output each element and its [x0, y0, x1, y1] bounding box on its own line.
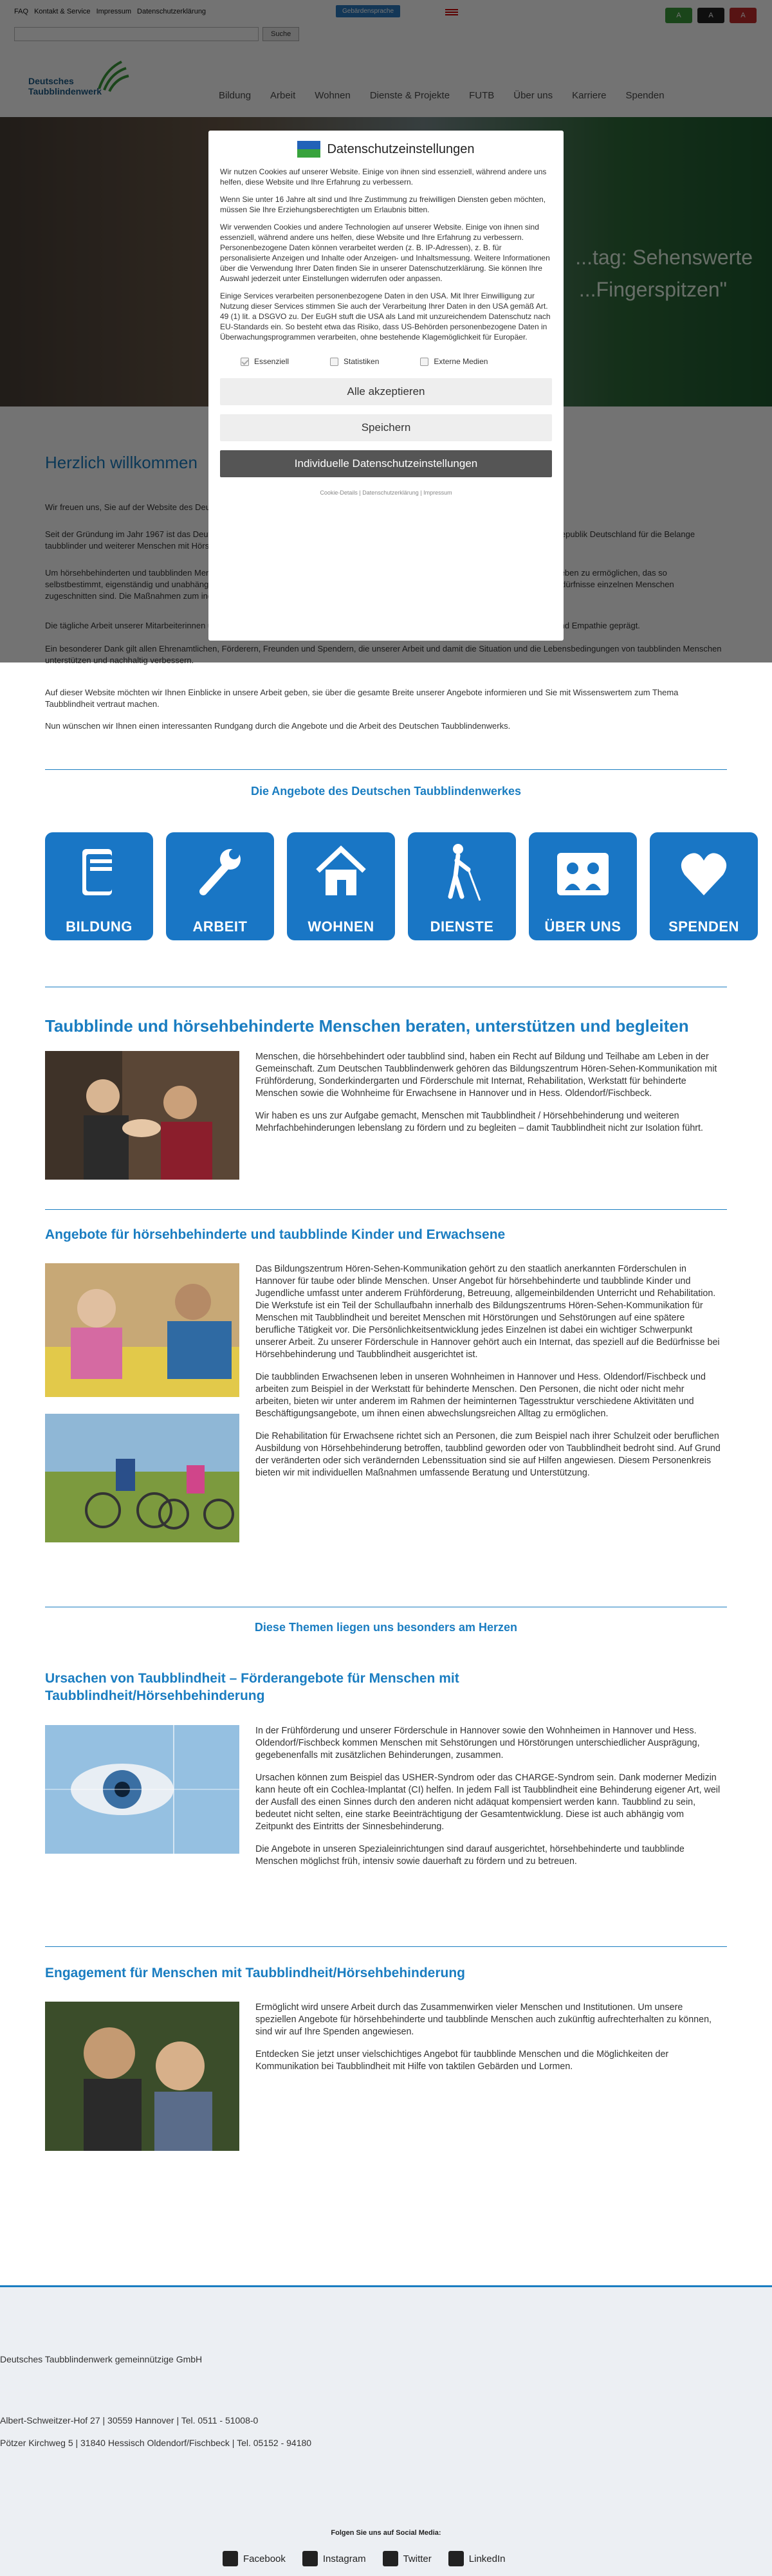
- social-links: [223, 2551, 505, 2566]
- tile-arbeit[interactable]: [166, 832, 274, 940]
- section2-text: [255, 1263, 722, 1490]
- tile-dienste-label: DIENSTE: [430, 918, 494, 935]
- cookie-p1: Wir nutzen Cookies auf unserer Website. Einige von ihnen sind essenziell, während andere uns helfen, diese Website und Ihre Erfahrung zu verbessern.: [220, 167, 547, 187]
- photo-cyclists: [45, 1414, 239, 1542]
- section3-p1: In der Frühförderung und unserer Förderschule in Hannover sowie den Wohnheimen in Hannover und Hess. Oldendorf/Fischbeck kommen Menschen mit Sehstörungen und Hörstörungen unterschiedlicher Ausprägung, gegebenenfalls mit zusätzlichen Behinderungen, zusammen.: [255, 1726, 700, 1760]
- section3-p2: Ursachen können zum Beispiel das USHER-Syndrom oder das CHARGE-Syndrom sein. Dank moderner Medizin kann heute oft ein Cochlea-Implantat (CI) helfen. In jedem Fall ist Taubblindheit eine Behinderung eigener Art, weil der Ausfall des einen Sinnes durch den anderen nicht adäquat kompensiert werden kann. Taubblind zu sein, bedeutet nicht selten, eine starke Beeinträchtigung der Gesamtentwicklung. Diese ist auch abhängig vom Zeitpunkt des Eintritts der Sinnesbehinderung.: [255, 1773, 721, 1832]
- cookie-dialog: [208, 131, 564, 641]
- section1-p2: Wir haben es uns zur Aufgabe gemacht, Menschen mit Taubblindheit / Hörsehbehinderung und weiteren Mehrfachbehinderungen lebenslang zu fördern und zu begleiten – damit Taubblindheit nicht zur Isolation führt.: [255, 1111, 703, 1133]
- linkedin-icon: [448, 2551, 464, 2566]
- photo-sign-language: [45, 1051, 239, 1180]
- house-icon: [315, 840, 367, 904]
- twitter-link[interactable]: [383, 2551, 432, 2566]
- essential-checkbox[interactable]: [241, 358, 249, 366]
- section2-title: Angebote für hörsehbehinderte und taubblinde Kinder und Erwachsene: [45, 1227, 506, 1242]
- book-icon: [73, 840, 125, 904]
- blind-person-icon: [436, 840, 488, 904]
- accept-all-button[interactable]: Alle akzeptieren: [220, 378, 552, 405]
- intro-p6: Auf dieser Website möchten wir Ihnen Einblicke in unsere Arbeit geben, sie über die gesamte Breite unserer Angebote informieren und Sie mit Wissenswertem zum Thema Taubblindheit vertraut machen.: [45, 688, 679, 709]
- footer-follow: Folgen Sie uns auf Social Media:: [331, 2529, 441, 2537]
- section3-p3: Die Angebote in unseren Spezialeinrichtungen sind darauf ausgerichtet, hörsehbehinderte und taubblinde Menschen möglichst früh, intensiv sowie dauerhaft zu fördern und zu betreuen.: [255, 1844, 685, 1867]
- cookie-p3: Wir verwenden Cookies und andere Technologien auf unserer Website. Einige von ihnen sind essenziell, während andere uns helfen, diese Website und Ihre Erfahrung zu verbessern. Personenbezogene Daten können verarbeitet werden (z. B. IP-Adressen), z. B. für personalisierte Anzeigen und Inhalte oder Anzeigen- und Inhaltsmessung. Weitere Informationen über die Verwendung Ihrer Daten finden Sie in unserer Datenschutzerklärung. Sie können Ihre Auswahl jederzeit unter Einstellungen widerrufen oder anpassen.: [220, 223, 550, 283]
- twitter-label: Twitter: [403, 2553, 432, 2564]
- consent-options: [241, 356, 552, 367]
- section4-p1: Ermöglicht wird unsere Arbeit durch das Zusammenwirken vieler Menschen und Institutionen. Um unsere speziellen Angebote für hörsehbehinderte und taubblinde Menschen auch zukünftig aufrechterhalten zu können, sind wir auf Ihre Spenden angewiesen.: [255, 2002, 712, 2037]
- cookie-footer-links[interactable]: Cookie-Details | Datenschutzerklärung | Impressum: [320, 489, 452, 496]
- footer-address2: Pötzer Kirchweg 5 | 31840 Hessisch Oldendorf/Fischbeck | Tel. 05152 - 94180: [0, 2438, 312, 2448]
- section2-p2: Die taubblinden Erwachsenen leben in unseren Wohnheimen in Hannover und Hess. Oldendorf/Fischbeck und arbeiten zum Beispiel in der Werkstatt für behinderte Menschen. Den Personen, die nicht oder nicht mehr arbeiten, bieten wir unter anderem im Rahmen der heiminternen Tagesstruktur verschiedene Aktivitäten und Beschäftigungsangebote, um ihnen einen abwechslungsreichen Alltag zu ermöglichen.: [255, 1372, 706, 1419]
- save-button[interactable]: Speichern: [220, 414, 552, 441]
- wrench-icon: [194, 840, 246, 904]
- footer-address1: Albert-Schweitzer-Hof 27 | 30559 Hannover | Tel. 0511 - 51008-0: [0, 2415, 259, 2425]
- tile-wohnen-label: WOHNEN: [308, 918, 374, 935]
- essential-label: Essenziell: [254, 357, 290, 366]
- tile-bildung[interactable]: [45, 832, 153, 940]
- cookie-logo-icon: [297, 141, 320, 158]
- divider: [45, 1946, 727, 1947]
- footer-divider: [0, 2285, 772, 2287]
- heart-icon: [678, 840, 730, 904]
- cookie-p4: Einige Services verarbeiten personenbezogene Daten in den USA. Mit Ihrer Einwilligung zur Nutzung dieser Services stimmen Sie auch der Verarbeitung Ihrer Daten in den USA gemäß Art. 49 (1) lit. a DSGVO zu. Der EuGH stuft die USA als Land mit unzureichendem Datenschutz nach EU-Standards ein. So besteht etwa das Risiko, dass US-Behörden personenbezogene Daten in Überwachungsprogrammen verarbeiten, ohne bestehende Klagemöglichkeit für Europäer.: [220, 291, 551, 342]
- themes-title: Diese Themen liegen uns besonders am Herzen: [254, 1621, 518, 1634]
- cookie-header: [220, 141, 552, 158]
- tile-bildung-label: BILDUNG: [66, 918, 133, 935]
- section3-title: Ursachen von Taubblindheit – Förderangebote für Menschen mit Taubblindheit/Hörsehbehinderung: [45, 1671, 459, 1703]
- facebook-link[interactable]: [223, 2551, 286, 2566]
- facebook-icon: [223, 2551, 238, 2566]
- section4-p2: Entdecken Sie jetzt unser vielschichtiges Angebot für taubblinde Menschen und die Möglichkeiten der Kommunikation bei Taubblindheit mit Hilfe von taktilen Gebärden und Lormen.: [255, 2049, 669, 2072]
- linkedin-label: LinkedIn: [468, 2553, 506, 2564]
- section2-p1: Das Bildungszentrum Hören-Sehen-Kommunikation gehört zu den staatlich anerkannten Förderschulen in Hannover für taube oder blinde Menschen. Unser Angebot für hörsehbehinderte und taubblinde Kinder und Jugendliche umfasst unter anderem Frühförderung, Betreuung, allgemeinbildenden Unterricht und Rehabilitation. Die Werkstufe ist ein Teil der Schullaufbahn innerhalb des Bildungszentrums Hören-Sehen-Kommunikation für Menschen mit Taubblindheit und bereitet Menschen mit Hörstörungen und Sehstörungen auf eine spätere berufliche Tätigkeit vor. Die Persönlichkeitsentwicklung jedes Einzelnen ist dabei ein wichtiger Schwerpunkt unserer Arbeit. Zu unserer Förderschule in Hannover gehört auch ein Internat, das speziell auf die Bedürfnisse bei Hörsehbehinderung und Taubblindheit ausgerichtet ist.: [255, 1264, 720, 1360]
- individual-settings-button[interactable]: Individuelle Datenschutzeinstellungen: [220, 450, 552, 477]
- facebook-label: Facebook: [243, 2553, 286, 2564]
- offer-tiles: [45, 832, 758, 940]
- linkedin-link[interactable]: [448, 2551, 506, 2566]
- section1-title: Taubblinde und hörsehbehinderte Menschen beraten, unterstützen und begleiten: [45, 1016, 689, 1036]
- tile-ueber-uns[interactable]: [529, 832, 637, 940]
- footer-org: Deutsches Taubblindenwerk gemeinnützige GmbH: [0, 2354, 203, 2364]
- instagram-label: Instagram: [322, 2553, 366, 2564]
- tile-arbeit-label: ARBEIT: [192, 918, 248, 935]
- consent-external: [420, 356, 488, 367]
- statistics-checkbox[interactable]: [330, 358, 338, 366]
- tile-spenden[interactable]: [650, 832, 758, 940]
- section1-text: [255, 1051, 722, 1145]
- tile-dienste[interactable]: [408, 832, 516, 940]
- intro-p7: Nun wünschen wir Ihnen einen interessanten Rundgang durch die Angebote und die Arbeit des Deutschen Taubblindenwerks.: [45, 721, 511, 731]
- instagram-icon: [302, 2551, 318, 2566]
- tile-wohnen[interactable]: [287, 832, 395, 940]
- instagram-link[interactable]: [302, 2551, 366, 2566]
- photo-children: [45, 1263, 239, 1397]
- sign-language-icon: [557, 840, 609, 904]
- consent-statistics: [330, 356, 379, 367]
- section2-p3: Die Rehabilitation für Erwachsene richtet sich an Personen, die zum Beispiel nach ihrer Schulzeit oder beruflichen Ausbildung von Hörsehbehinderung betroffen, taubblind geworden oder von Taubblindheit bedroht sind. Auf Grund der veränderten oder sich verändernden Lebenssituation sind sie auf Hilfen angewiesen. Diesem Personenkreis bieten wir mit individuellen Maßnahmen umfassende Beratung und Unterstützung.: [255, 1431, 721, 1478]
- divider: [45, 1209, 727, 1210]
- external-checkbox[interactable]: [420, 358, 428, 366]
- offers-title: Die Angebote des Deutschen Taubblindenwerkes: [250, 785, 522, 798]
- photo-eye: [45, 1725, 239, 1854]
- cookie-title: Datenschutzeinstellungen: [327, 142, 475, 156]
- section4-text: [255, 2002, 722, 2083]
- photo-engagement: [45, 2002, 239, 2151]
- cookie-p2: Wenn Sie unter 16 Jahre alt sind und Ihre Zustimmung zu freiwilligen Diensten geben möchten, müssen Sie Ihre Erziehungsberechtigten um Erlaubnis bitten.: [220, 195, 546, 214]
- tile-ueber-uns-label: ÜBER UNS: [544, 918, 621, 935]
- section3-text: [255, 1725, 722, 1878]
- tile-spenden-label: SPENDEN: [668, 918, 739, 935]
- consent-essential: [241, 356, 289, 367]
- twitter-icon: [383, 2551, 398, 2566]
- divider: [45, 769, 727, 770]
- external-label: Externe Medien: [434, 357, 488, 366]
- section4-title: Engagement für Menschen mit Taubblindheit/Hörsehbehinderung: [45, 1966, 465, 1980]
- statistics-label: Statistiken: [344, 357, 380, 366]
- section1-p1: Menschen, die hörsehbehindert oder taubblind sind, haben ein Recht auf Bildung und Teilhabe am Leben in der Gemeinschaft. Zum Deutschen Taubblindenwerk gehören das Bildungszentrum Hören-Sehen-Kommunikation mit Frühförderung, Sonderkindergarten und Förderschule mit Internat, Rehabilitation, Werkstatt für behinderte Menschen sowie die Wohnheime für Erwachsene in Hannover und in Hess. Oldendorf/Fischbeck.: [255, 1052, 717, 1099]
